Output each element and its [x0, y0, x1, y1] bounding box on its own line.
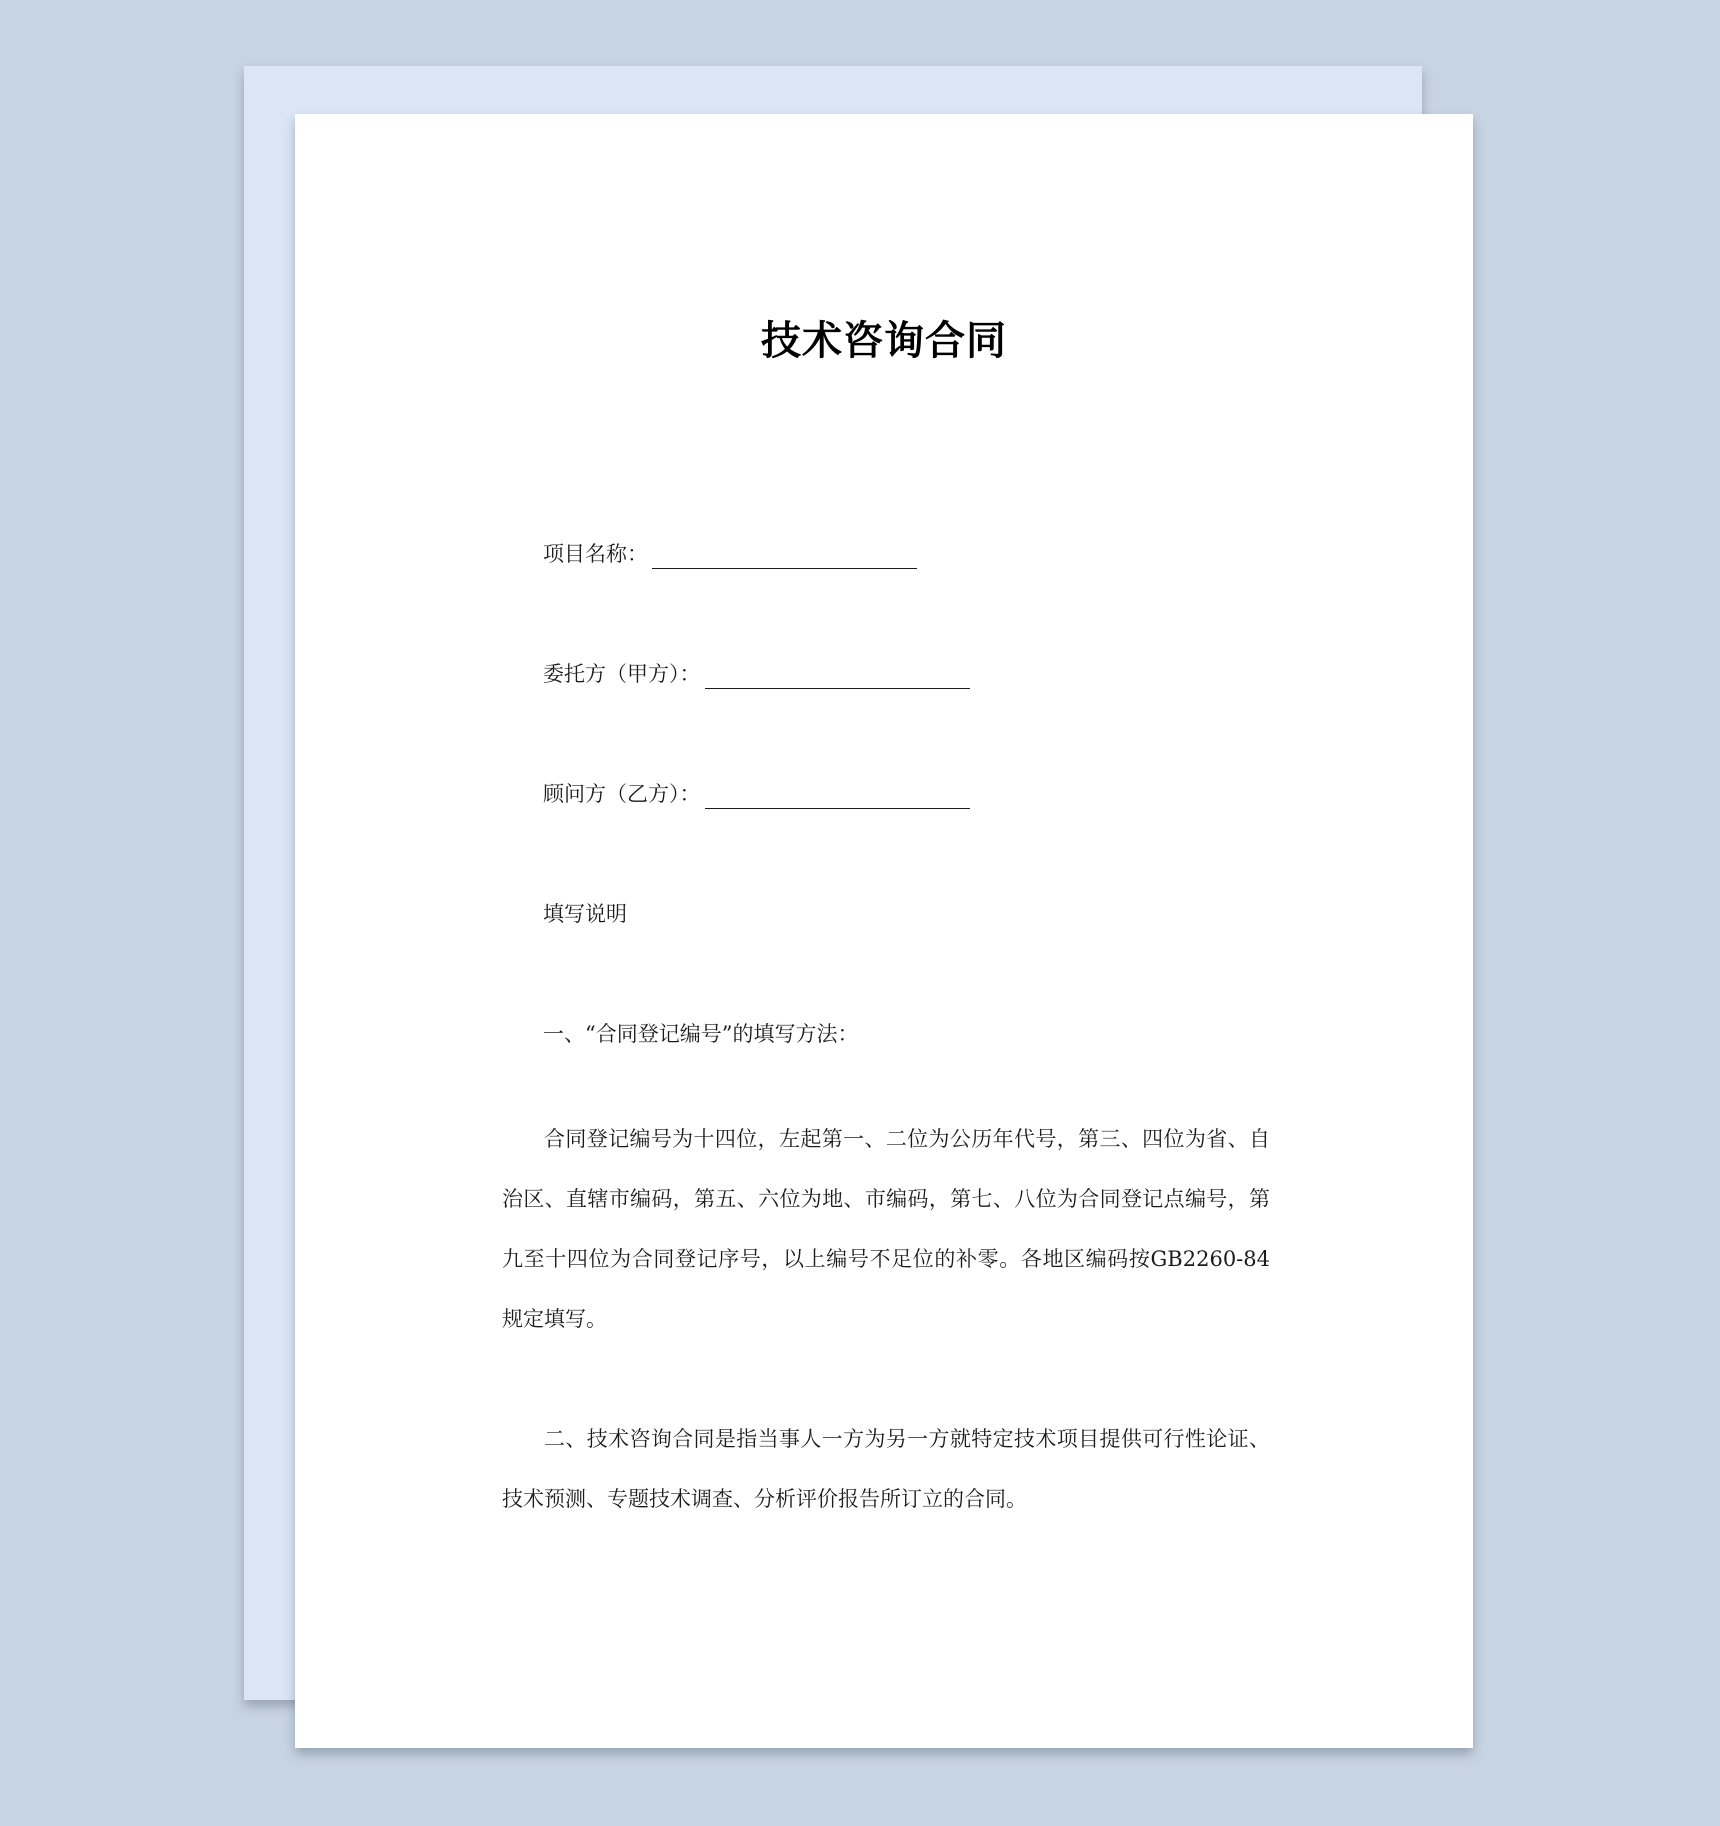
client-blank[interactable] [705, 662, 970, 689]
section-one-heading: 一、“合同登记编号”的填写方法： [543, 1022, 859, 1046]
project-name-field [543, 539, 917, 569]
client-field [543, 659, 970, 689]
consultant-blank[interactable] [705, 782, 970, 809]
instructions-heading: 填写说明 [543, 902, 627, 926]
section-two-body: 二、技术咨询合同是指当事人一方为另一方就特定技术项目提供可行性论证、技术预测、专题技术调查、分析评价报告所订立的合同。 [502, 1427, 1270, 1511]
document-page [295, 114, 1473, 1748]
consultant-label: 顾问方（乙方）： [543, 782, 701, 806]
document-title: 技术咨询合同 [761, 318, 1007, 364]
section-one-body: 合同登记编号为十四位，左起第一、二位为公历年代号，第三、四位为省、自治区、直辖市编码，第五、六位为地、市编码，第七、八位为合同登记点编号，第九至十四位为合同登记序号，以上编号不足位的补零。各地区编码按GB2260-84规定填写。 [502, 1127, 1270, 1331]
consultant-field [543, 779, 970, 809]
client-label: 委托方（甲方）： [543, 662, 701, 686]
project-name-blank[interactable] [652, 542, 917, 569]
project-name-label: 项目名称： [543, 542, 648, 566]
